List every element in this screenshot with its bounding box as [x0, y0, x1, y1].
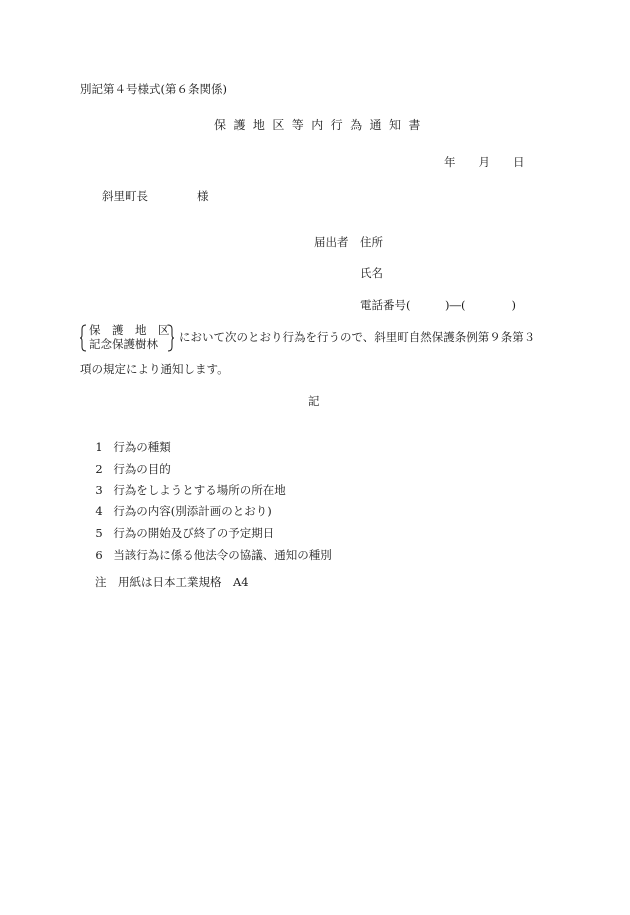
item-text: 行為の種類 — [113, 439, 171, 454]
item-number: 6 — [95, 547, 103, 562]
notifier-label: 届出者 — [314, 235, 349, 249]
option-bracket — [80, 324, 174, 352]
list-item — [88, 516, 274, 539]
list-item — [88, 452, 171, 475]
list-item — [88, 430, 171, 453]
body-text-line1: において次のとおり行為を行うので、斜里町自然保護条例第９条第３ — [179, 330, 536, 344]
list-item — [88, 538, 332, 561]
ki-heading: 記 — [308, 394, 320, 408]
item-text: 行為をしようとする場所の所在地 — [113, 482, 286, 497]
item-number: 5 — [95, 525, 103, 540]
body-text-line2: 項の規定により通知します。 — [80, 362, 229, 376]
item-text: 行為の内容(別添計画のとおり) — [113, 503, 272, 518]
document-title: 保護地区等内行為通知書 — [214, 118, 428, 132]
phone-label: 電話番号( )―( ) — [360, 298, 516, 312]
note-text: 注 用紙は日本工業規格 A4 — [95, 575, 249, 589]
item-text: 当該行為に係る他法令の協議、通知の種別 — [113, 547, 332, 562]
name-label: 氏名 — [360, 266, 383, 280]
list-item — [88, 494, 272, 517]
item-text: 行為の開始及び終了の予定期日 — [113, 525, 275, 540]
addressee-honorific: 様 — [197, 189, 209, 203]
item-number: 4 — [95, 503, 103, 518]
date-line: 年 月 日 — [444, 155, 525, 169]
item-number: 1 — [95, 439, 103, 454]
form-label: 別記第４号様式(第６条関係) — [80, 82, 227, 96]
option-memorial-forest: 記念保護樹林 — [89, 337, 158, 351]
item-text: 行為の目的 — [113, 461, 171, 476]
list-item — [88, 473, 286, 496]
item-number: 3 — [95, 482, 103, 497]
addressee-name: 斜里町長 — [102, 189, 148, 203]
option-protected-area: 保 護 地 区 — [89, 323, 170, 337]
address-label: 住所 — [360, 235, 383, 249]
item-number: 2 — [95, 461, 103, 476]
